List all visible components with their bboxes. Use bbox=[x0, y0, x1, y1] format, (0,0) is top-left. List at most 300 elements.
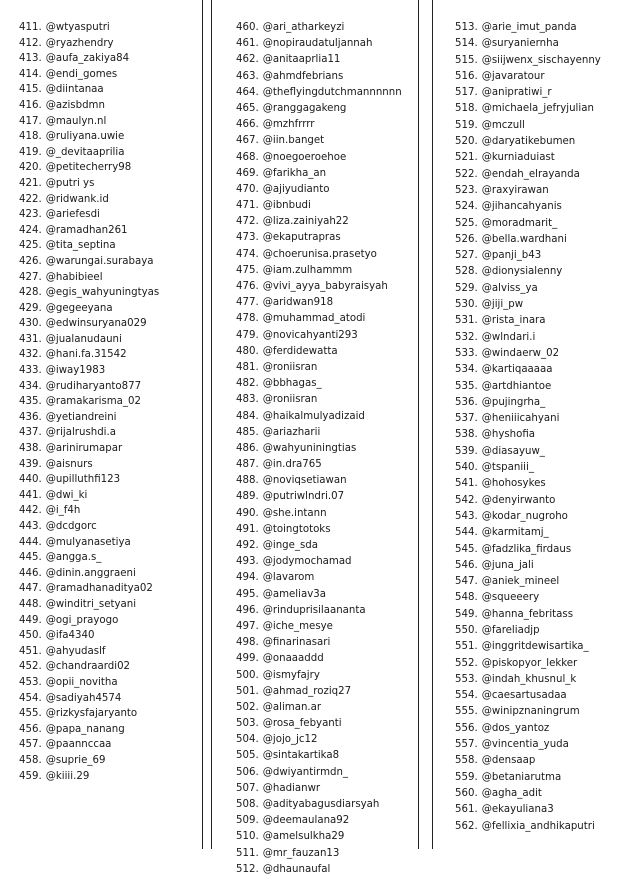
entry-number: 424. bbox=[19, 224, 42, 236]
list-item bbox=[19, 270, 202, 286]
entry-handle: @rista_inara bbox=[481, 315, 546, 327]
list-item bbox=[455, 232, 643, 248]
entry-handle: @noegoeroehoe bbox=[262, 151, 347, 163]
entry-number: 477. bbox=[236, 297, 259, 309]
entry-number: 529. bbox=[455, 282, 478, 294]
entry-number: 520. bbox=[455, 136, 478, 148]
entry-handle: @inge_sda bbox=[262, 540, 319, 551]
entry-number: 451. bbox=[19, 645, 42, 657]
entry-handle: @rudiharyanto877 bbox=[45, 380, 142, 392]
entry-number: 500. bbox=[236, 669, 259, 681]
list-item bbox=[19, 192, 202, 208]
entry-number: 431. bbox=[19, 333, 42, 345]
list-item bbox=[455, 688, 643, 704]
entry-number: 482. bbox=[236, 378, 259, 390]
entry-handle: @fellixia_andhikaputri bbox=[481, 820, 595, 832]
entry-handle: @kartiqaaaaa bbox=[481, 364, 553, 376]
list-item bbox=[236, 554, 418, 570]
entry-number: 437. bbox=[19, 427, 42, 439]
entry-number: 523. bbox=[455, 184, 478, 196]
entry-number: 457. bbox=[19, 739, 42, 751]
entry-handle: @betaniarutma bbox=[481, 771, 562, 783]
list-item bbox=[236, 20, 418, 36]
list-column-3 bbox=[432, 0, 643, 849]
entry-handle: @ibnbudi bbox=[262, 200, 311, 212]
list-item bbox=[236, 570, 418, 586]
list-item bbox=[455, 819, 643, 835]
list-item bbox=[455, 639, 643, 655]
entry-handle: @indah_khusnul_k bbox=[481, 673, 577, 685]
list-item bbox=[236, 797, 418, 813]
entry-handle: @tita_septina bbox=[45, 240, 116, 252]
entry-number: 562. bbox=[455, 820, 478, 832]
entry-number: 555. bbox=[455, 706, 478, 718]
entry-handle: @suryaniernha bbox=[481, 38, 559, 50]
list-item bbox=[455, 493, 643, 509]
entry-handle: @ari_atharkeyzi bbox=[262, 22, 345, 33]
entry-handle: @ruliyana.uwie bbox=[45, 131, 125, 143]
entry-number: 558. bbox=[455, 755, 478, 767]
list-item bbox=[236, 392, 418, 408]
list-item bbox=[236, 409, 418, 425]
list-item bbox=[455, 427, 643, 443]
entry-number: 542. bbox=[455, 494, 478, 506]
list-item bbox=[455, 199, 643, 215]
entry-handle: @javaratour bbox=[481, 70, 545, 82]
entry-number: 469. bbox=[236, 167, 259, 179]
entry-handle: @iin.banget bbox=[262, 135, 325, 147]
entry-handle: @bella.wardhani bbox=[481, 233, 567, 245]
entry-handle: @dinin.anggraeni bbox=[45, 567, 136, 579]
entry-handle: @jojo_jc12 bbox=[262, 734, 318, 746]
list-item bbox=[19, 51, 202, 67]
list-item bbox=[19, 36, 202, 52]
entry-number: 434. bbox=[19, 380, 42, 392]
entry-handle: @sadiyah4574 bbox=[45, 692, 122, 704]
entry-number: 493. bbox=[236, 556, 259, 568]
entry-handle: @siijwenx_sischayenny bbox=[481, 54, 601, 66]
list-item bbox=[455, 786, 643, 802]
entry-handle: @mr_fauzan13 bbox=[262, 847, 340, 859]
entry-handle: @aridwan918 bbox=[262, 297, 334, 309]
list-item bbox=[19, 597, 202, 613]
entry-number: 544. bbox=[455, 527, 478, 539]
list-item bbox=[19, 363, 202, 379]
entry-handle: @_devitaaprilia bbox=[45, 146, 125, 158]
entry-number: 525. bbox=[455, 217, 478, 229]
entry-number: 524. bbox=[455, 201, 478, 213]
entry-number: 509. bbox=[236, 815, 259, 827]
entry-handle: @denyirwanto bbox=[481, 494, 556, 506]
entry-handle: @aufa_zakiya84 bbox=[45, 53, 130, 65]
entry-handle: @kurniaduiast bbox=[481, 152, 555, 164]
entry-number: 508. bbox=[236, 799, 259, 810]
list-item bbox=[19, 98, 202, 114]
list-item bbox=[455, 379, 643, 395]
entry-number: 554. bbox=[455, 690, 478, 702]
entry-handle: @daryatikebumen bbox=[481, 136, 576, 148]
entry-handle: @iway1983 bbox=[45, 365, 106, 377]
entry-number: 458. bbox=[19, 754, 42, 766]
entry-handle: @jihancahyanis bbox=[481, 201, 562, 213]
list-item bbox=[236, 166, 418, 182]
entry-number: 439. bbox=[19, 458, 42, 470]
entry-number: 499. bbox=[236, 653, 259, 665]
entry-number: 536. bbox=[455, 396, 478, 408]
entry-handle: @gegeeyana bbox=[45, 302, 113, 314]
entry-number: 548. bbox=[455, 592, 478, 604]
entry-number: 514. bbox=[455, 38, 478, 50]
entry-handle: @chandraardi02 bbox=[45, 661, 131, 673]
entry-number: 535. bbox=[455, 380, 478, 392]
entry-number: 485. bbox=[236, 426, 259, 438]
list-item bbox=[19, 176, 202, 192]
entry-number: 480. bbox=[236, 345, 259, 357]
list-item bbox=[19, 675, 202, 691]
entry-number: 553. bbox=[455, 673, 478, 685]
entry-number: 461. bbox=[236, 38, 259, 50]
entry-handle: @finarinasari bbox=[262, 637, 331, 649]
entry-number: 547. bbox=[455, 576, 478, 588]
list-item bbox=[236, 52, 418, 68]
entry-handle: @ameliav3a bbox=[262, 588, 326, 600]
list-item bbox=[19, 145, 202, 161]
list-item bbox=[19, 82, 202, 98]
entry-list bbox=[0, 0, 202, 784]
entry-handle: @ramadhanaditya02 bbox=[45, 583, 153, 595]
entry-number: 411. bbox=[19, 22, 42, 33]
entry-handle: @warungai.surabaya bbox=[45, 255, 154, 267]
entry-handle: @ranggagakeng bbox=[262, 102, 347, 114]
entry-handle: @roniisran bbox=[262, 394, 318, 406]
entry-handle: @maulyn.nl bbox=[45, 115, 107, 127]
entry-handle: @raxyirawan bbox=[481, 184, 549, 196]
entry-number: 543. bbox=[455, 510, 478, 522]
entry-number: 491. bbox=[236, 523, 259, 535]
entry-handle: @iam.zulhammm bbox=[262, 264, 353, 276]
entry-handle: @wahyuniningtias bbox=[262, 442, 357, 454]
list-item bbox=[455, 85, 643, 101]
entry-handle: @dhaunaufal bbox=[262, 863, 331, 875]
entry-handle: @artdhiantoe bbox=[481, 380, 552, 392]
entry-handle: @hadianwr bbox=[262, 782, 321, 794]
entry-handle: @rijalrushdi.a bbox=[45, 427, 116, 439]
list-item bbox=[19, 519, 202, 535]
entry-handle: @vincentia_yuda bbox=[481, 739, 569, 751]
entry-number: 425. bbox=[19, 240, 42, 252]
list-item bbox=[19, 332, 202, 348]
list-item bbox=[236, 587, 418, 603]
entry-number: 421. bbox=[19, 177, 42, 189]
entry-number: 426. bbox=[19, 255, 42, 267]
list-item bbox=[19, 20, 202, 36]
list-item bbox=[455, 672, 643, 688]
list-item bbox=[455, 509, 643, 525]
list-item bbox=[236, 247, 418, 263]
entry-handle: @iche_mesye bbox=[262, 620, 333, 632]
entry-handle: @moradmarit_ bbox=[481, 217, 558, 229]
list-item bbox=[236, 862, 418, 878]
entry-handle: @densaap bbox=[481, 755, 536, 767]
list-item bbox=[19, 238, 202, 254]
entry-number: 449. bbox=[19, 614, 42, 626]
entry-number: 502. bbox=[236, 701, 259, 713]
list-item bbox=[455, 590, 643, 606]
list-item bbox=[19, 301, 202, 317]
entry-number: 413. bbox=[19, 53, 42, 65]
entry-handle: @piskopyor_lekker bbox=[481, 657, 578, 669]
entry-handle: @wtyasputri bbox=[45, 22, 110, 33]
entry-handle: @angga.s_ bbox=[45, 552, 102, 564]
list-item bbox=[236, 101, 418, 117]
entry-handle: @ismyfajry bbox=[262, 669, 320, 681]
entry-handle: @suprie_69 bbox=[45, 754, 106, 766]
entry-number: 456. bbox=[19, 723, 42, 735]
list-item bbox=[455, 737, 643, 753]
entry-handle: @onaaaddd bbox=[262, 653, 324, 665]
list-item bbox=[236, 813, 418, 829]
list-item bbox=[236, 376, 418, 392]
entry-handle: @muhammad_atodi bbox=[262, 313, 366, 325]
entry-number: 422. bbox=[19, 193, 42, 205]
entry-number: 515. bbox=[455, 54, 478, 66]
entry-number: 530. bbox=[455, 299, 478, 311]
list-item bbox=[455, 704, 643, 720]
list-item bbox=[236, 538, 418, 554]
entry-number: 412. bbox=[19, 37, 42, 49]
entry-number: 418. bbox=[19, 131, 42, 143]
list-item bbox=[455, 411, 643, 427]
entry-handle: @hohosykes bbox=[481, 478, 546, 490]
entry-number: 448. bbox=[19, 598, 42, 610]
entry-handle: @mzhfrrrr bbox=[262, 119, 315, 131]
list-item bbox=[455, 297, 643, 313]
entry-number: 428. bbox=[19, 287, 42, 299]
entry-handle: @aisnurs bbox=[45, 458, 93, 470]
entry-handle: @habibieel bbox=[45, 271, 103, 283]
entry-number: 440. bbox=[19, 474, 42, 486]
list-item bbox=[236, 263, 418, 279]
list-item bbox=[236, 506, 418, 522]
list-item bbox=[455, 460, 643, 476]
entry-number: 455. bbox=[19, 708, 42, 720]
list-item bbox=[455, 53, 643, 69]
list-item bbox=[236, 36, 418, 52]
entry-number: 442. bbox=[19, 505, 42, 517]
list-item bbox=[236, 198, 418, 214]
entry-number: 454. bbox=[19, 692, 42, 704]
list-item bbox=[19, 316, 202, 332]
list-item bbox=[236, 489, 418, 505]
list-item bbox=[236, 441, 418, 457]
entry-handle: @ifa4340 bbox=[45, 630, 95, 642]
entry-handle: @dcdgorc bbox=[45, 521, 97, 532]
list-item bbox=[236, 279, 418, 295]
entry-handle: @panji_b43 bbox=[481, 250, 542, 262]
entry-number: 441. bbox=[19, 489, 42, 501]
list-item bbox=[236, 85, 418, 101]
list-column-2 bbox=[211, 0, 419, 875]
entry-handle: @bbhagas_ bbox=[262, 378, 322, 390]
list-item bbox=[236, 716, 418, 732]
list-item bbox=[19, 67, 202, 83]
entry-number: 423. bbox=[19, 209, 42, 221]
list-item bbox=[236, 473, 418, 489]
entry-number: 527. bbox=[455, 250, 478, 262]
entry-handle: @nopiraudatuljannah bbox=[262, 38, 373, 50]
entry-handle: @ekaputrapras bbox=[262, 232, 341, 244]
entry-number: 417. bbox=[19, 115, 42, 127]
entry-number: 414. bbox=[19, 68, 42, 80]
entry-number: 427. bbox=[19, 271, 42, 283]
list-item bbox=[19, 410, 202, 426]
entry-handle: @ridwank.id bbox=[45, 193, 109, 205]
list-item bbox=[19, 566, 202, 582]
entry-handle: @dwi_ki bbox=[45, 489, 88, 501]
entry-number: 487. bbox=[236, 459, 259, 471]
entry-number: 539. bbox=[455, 445, 478, 457]
entry-number: 416. bbox=[19, 99, 42, 111]
entry-number: 512. bbox=[236, 863, 259, 875]
list-item bbox=[236, 748, 418, 764]
entry-number: 419. bbox=[19, 146, 42, 158]
list-item bbox=[455, 362, 643, 378]
entry-number: 488. bbox=[236, 475, 259, 487]
list-item bbox=[455, 36, 643, 52]
list-item bbox=[19, 114, 202, 130]
list-item bbox=[236, 522, 418, 538]
entry-handle: @hani.fa.31542 bbox=[45, 349, 127, 361]
entry-number: 528. bbox=[455, 266, 478, 278]
entry-number: 494. bbox=[236, 572, 259, 584]
entry-handle: @edwinsuryana029 bbox=[45, 318, 147, 330]
entry-handle: @winditri_setyani bbox=[45, 598, 137, 610]
list-item bbox=[19, 441, 202, 457]
entry-number: 420. bbox=[19, 162, 42, 174]
entry-handle: @ryazhendry bbox=[45, 37, 114, 49]
list-item bbox=[455, 167, 643, 183]
entry-number: 438. bbox=[19, 443, 42, 455]
entry-number: 537. bbox=[455, 413, 478, 425]
list-item bbox=[19, 769, 202, 785]
list-item bbox=[455, 264, 643, 280]
entry-number: 518. bbox=[455, 103, 478, 115]
list-item bbox=[19, 285, 202, 301]
entry-number: 541. bbox=[455, 478, 478, 490]
entry-handle: @squeeery bbox=[481, 592, 540, 604]
entry-number: 559. bbox=[455, 771, 478, 783]
list-item bbox=[19, 722, 202, 738]
entry-handle: @petitecherry98 bbox=[45, 162, 132, 174]
list-item bbox=[455, 444, 643, 460]
list-item bbox=[19, 254, 202, 270]
entry-number: 490. bbox=[236, 507, 259, 519]
entry-number: 534. bbox=[455, 364, 478, 376]
list-item bbox=[236, 846, 418, 862]
entry-handle: @jodymochamad bbox=[262, 556, 352, 568]
entry-number: 453. bbox=[19, 676, 42, 688]
list-item bbox=[455, 248, 643, 264]
entry-number: 519. bbox=[455, 119, 478, 131]
entry-handle: @diintanaa bbox=[45, 84, 104, 96]
list-item bbox=[236, 732, 418, 748]
list-item bbox=[19, 644, 202, 660]
list-item bbox=[19, 613, 202, 629]
entry-handle: @papa_nanang bbox=[45, 723, 125, 735]
entry-handle: @fareliadjp bbox=[481, 624, 540, 636]
entry-handle: @hyshofia bbox=[481, 429, 536, 441]
entry-handle: @kodar_nugroho bbox=[481, 510, 568, 522]
entry-handle: @ahyudaslf bbox=[45, 645, 106, 657]
list-item bbox=[236, 765, 418, 781]
list-item bbox=[19, 488, 202, 504]
entry-handle: @arinirumapar bbox=[45, 443, 123, 455]
entry-number: 507. bbox=[236, 782, 259, 794]
entry-number: 517. bbox=[455, 87, 478, 99]
entry-number: 504. bbox=[236, 734, 259, 746]
list-item bbox=[455, 721, 643, 737]
list-item bbox=[236, 668, 418, 684]
list-item bbox=[455, 558, 643, 574]
entry-handle: @tspaniii_ bbox=[481, 462, 534, 474]
entry-handle: @lavarom bbox=[262, 572, 315, 584]
entry-number: 478. bbox=[236, 313, 259, 325]
entry-handle: @liza.zainiyah22 bbox=[262, 216, 349, 228]
entry-number: 452. bbox=[19, 661, 42, 673]
list-item bbox=[19, 472, 202, 488]
entry-handle: @wlndari.i bbox=[481, 331, 536, 343]
entry-handle: @upilluthfi123 bbox=[45, 474, 121, 486]
list-item bbox=[236, 829, 418, 845]
entry-number: 446. bbox=[19, 567, 42, 579]
entry-handle: @novicahyanti293 bbox=[262, 329, 358, 341]
entry-number: 538. bbox=[455, 429, 478, 441]
entry-number: 445. bbox=[19, 552, 42, 564]
list-item bbox=[455, 216, 643, 232]
entry-number: 473. bbox=[236, 232, 259, 244]
entry-number: 479. bbox=[236, 329, 259, 341]
entry-number: 444. bbox=[19, 536, 42, 548]
entry-handle: @arie_imut_panda bbox=[481, 22, 577, 33]
entry-handle: @jualanudauni bbox=[45, 333, 122, 345]
list-item bbox=[19, 628, 202, 644]
list-item bbox=[455, 525, 643, 541]
entry-handle: @theflyingdutchmannnnnn bbox=[262, 86, 402, 98]
entry-handle: @diasayuw_ bbox=[481, 445, 545, 457]
list-item bbox=[455, 395, 643, 411]
list-item bbox=[236, 295, 418, 311]
entry-handle: @hanna_febritass bbox=[481, 608, 574, 620]
list-item bbox=[236, 311, 418, 327]
entry-handle: @aniek_mineel bbox=[481, 576, 560, 588]
entry-handle: @opii_novitha bbox=[45, 676, 118, 688]
entry-handle: @anipratiwi_r bbox=[481, 87, 552, 99]
entry-number: 460. bbox=[236, 22, 259, 33]
entry-handle: @ogi_prayogo bbox=[45, 614, 119, 626]
entry-handle: @yetiandreini bbox=[45, 411, 117, 423]
entry-number: 556. bbox=[455, 722, 478, 734]
list-item bbox=[236, 117, 418, 133]
list-item bbox=[455, 574, 643, 590]
entry-number: 489. bbox=[236, 491, 259, 503]
entry-handle: @karmitamj_ bbox=[481, 527, 549, 539]
list-item bbox=[236, 684, 418, 700]
entry-number: 513. bbox=[455, 22, 478, 33]
entry-handle: @roniisran bbox=[262, 361, 318, 373]
entry-handle: @anitaaprlia11 bbox=[262, 54, 341, 66]
entry-handle: @juna_jali bbox=[481, 559, 534, 571]
list-item bbox=[236, 360, 418, 376]
